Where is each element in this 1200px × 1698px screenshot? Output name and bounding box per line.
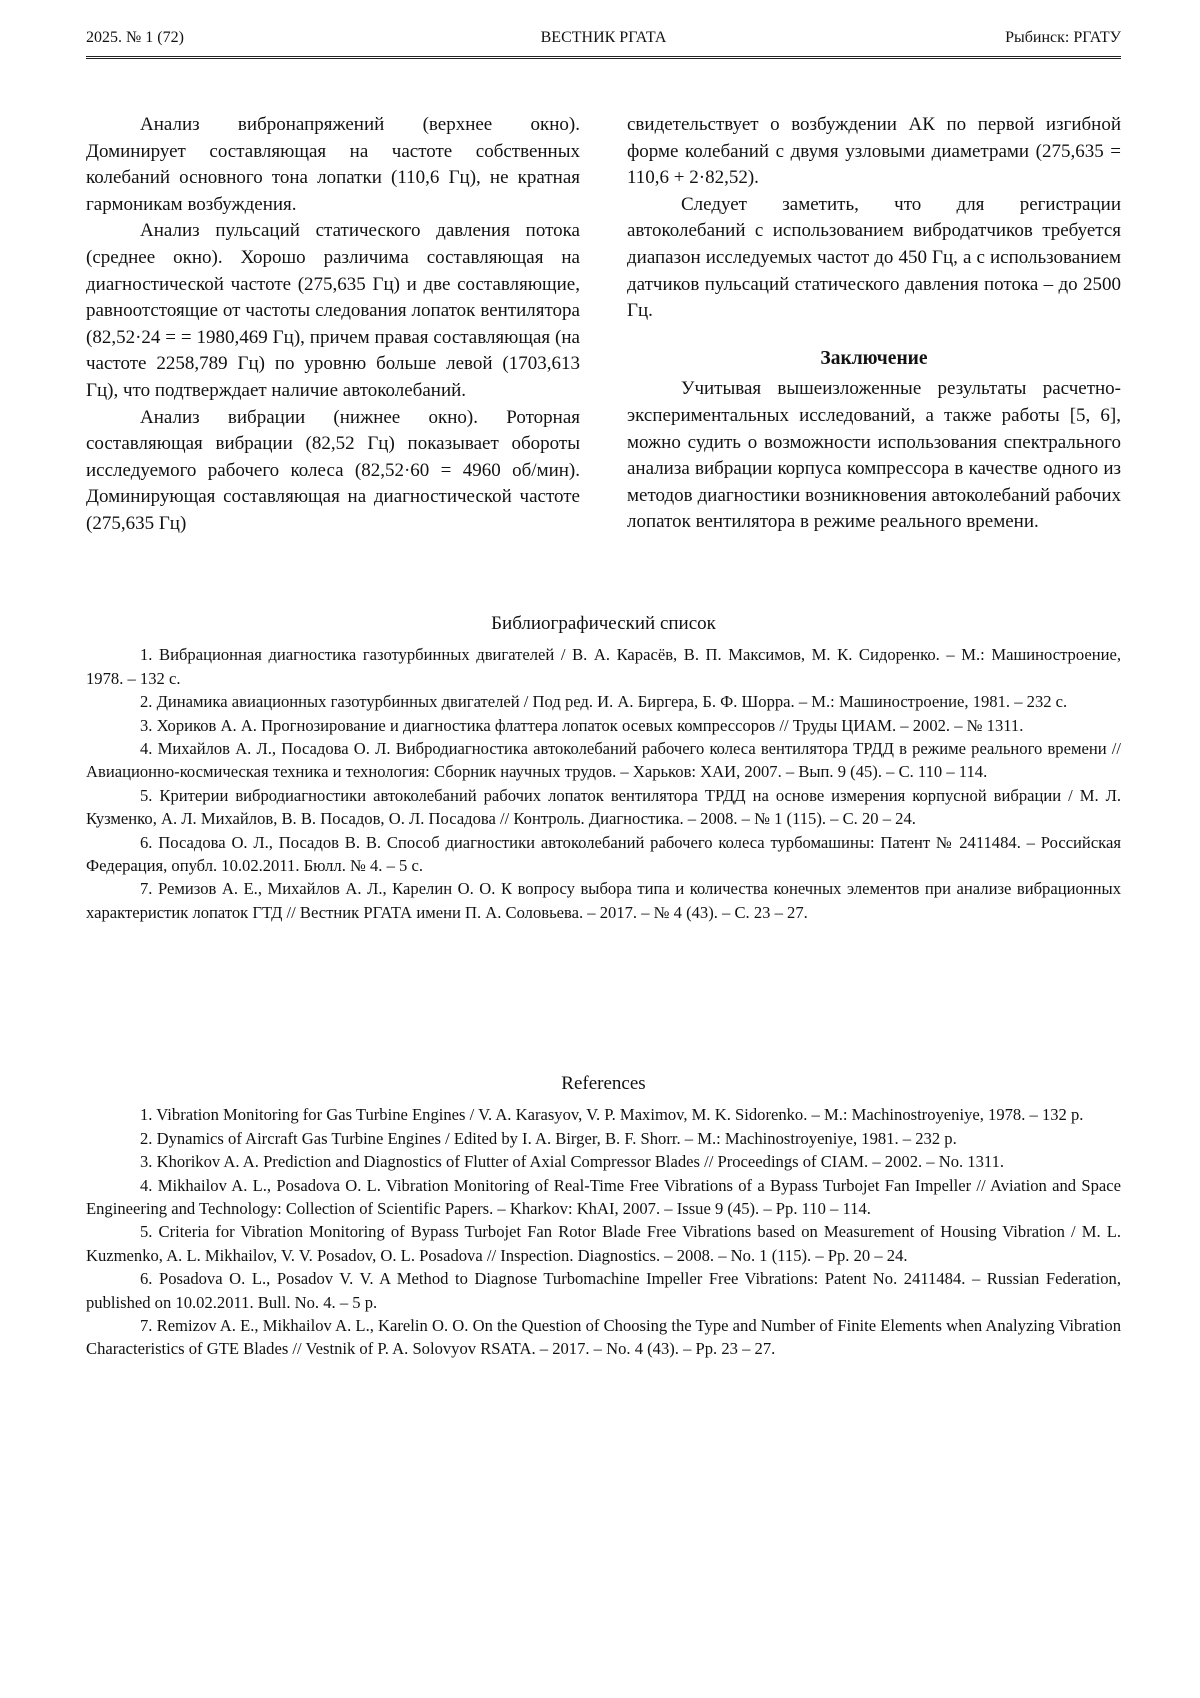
paragraph-pressure: Анализ пульсаций статического давления потока (среднее окно). Хорошо различима составляющая на диагностической частоте (275,635 Гц) и две составляющие, равноотстоящие от частоты следования лопаток вентилятора (82,52·24 = = 1980,469 Гц), причем правая составляющая (на частоте 2258,789 Гц) по уровню больше левой (1703,613 Гц), что подтверждает наличие автоколебаний. bbox=[86, 220, 580, 401]
bibliography-item: 5. Критерии вибродиагностики автоколебаний рабочих лопаток вентилятора ТРДД на основе измерения корпусной вибрации / М. Л. Кузменко, А. Л. Михайлов, В. В. Посадов, О. Л. Посадова // Контроль. Диагностика. – 2008. – № 1 (115). – С. 20 – 24. bbox=[86, 785, 1121, 829]
bibliography-section bbox=[86, 612, 1121, 924]
references-heading: References bbox=[561, 1073, 646, 1094]
reference-item: 2. Dynamics of Aircraft Gas Turbine Engines / Edited by I. A. Birger, B. F. Shorr. – M.: Machinostroyeniye, 1981. – 232 p. bbox=[140, 1128, 957, 1148]
issue-info: 2025. № 1 (72) bbox=[86, 29, 184, 46]
conclusion-heading: Заключение bbox=[820, 347, 928, 369]
bibliography-item: 1. Вибрационная диагностика газотурбинных двигателей / В. А. Карасёв, В. П. Максимов, М. К. Сидоренко. – М.: Машиностроение, 1978. – 132 с. bbox=[86, 645, 1121, 688]
bibliography-item: 4. Михайлов А. Л., Посадова О. Л. Вибродиагностика автоколебаний рабочего колеса вентилятора ТРДД в режиме реального времени // Авиационно-космическая техника и технология: Сборник научных трудов. – Харьков: ХАИ, 2007. – Вып. 9 (45). – С. 110 – 114. bbox=[86, 739, 1121, 782]
paragraph-continuation: свидетельствует о возбуждении АК по первой изгибной форме колебаний с двумя узловыми диаметрами (275,635 = 110,6 + 2·82,52). bbox=[627, 114, 1121, 189]
paragraph-conclusion: Учитывая вышеизложенные результаты расчетно-экспериментальных исследований, а также работы [5, 6], можно судить о возможности использования спектрального анализа вибрации корпуса компрессора в качестве одного из методов диагностики возникновения автоколебаний рабочих лопаток вентилятора в режиме реального времени. bbox=[627, 378, 1121, 533]
bibliography-item: 3. Хориков А. А. Прогнозирование и диагностика флаттера лопаток осевых компрессоров // Труды ЦИАМ. – 2002. – № 1311. bbox=[140, 715, 1024, 735]
right-column bbox=[627, 112, 1121, 536]
bibliography-item: 2. Динамика авиационных газотурбинных двигателей / Под ред. И. А. Биргера, Б. Ф. Шорра. – М.: Машиностроение, 1981. – 232 с. bbox=[140, 692, 1068, 712]
bibliography-item: 6. Посадова О. Л., Посадов В. В. Способ диагностики автоколебаний рабочего колеса турбомашины: Патент № 2411484. – Российская Федерация, опубл. 10.02.2011. Бюлл. № 4. – 5 с. bbox=[86, 832, 1121, 876]
left-column bbox=[86, 112, 580, 538]
reference-item: 5. Criteria for Vibration Monitoring of Bypass Turbojet Fan Rotor Blade Free Vibrations based on Measurement of Housing Vibration / M. L. Kuzmenko, A. L. Mikhailov, V. V. Posadov, O. L. Posadova // Inspection. Diagnostics. – 2008. – No. 1 (115). – Pp. 20 – 24. bbox=[86, 1222, 1121, 1265]
references-section bbox=[86, 1072, 1121, 1361]
journal-title: ВЕСТНИК РГАТА bbox=[540, 29, 667, 46]
running-header bbox=[86, 26, 1121, 59]
paragraph-note: Следует заметить, что для регистрации автоколебаний с использованием вибродатчиков требуется диапазон исследуемых частот до 450 Гц, а с использованием датчиков пульсаций статического давления потока – до 2500 Гц. bbox=[627, 193, 1121, 322]
publisher-info: Рыбинск: РГАТУ bbox=[1005, 29, 1121, 46]
reference-item: 4. Mikhailov A. L., Posadova O. L. Vibration Monitoring of Real-Time Free Vibrations of a Bypass Turbojet Fan Impeller // Aviation and Space Engineering and Technology: Collection of Scientific Papers. – Kharkov: KhAI, 2007. – Issue 9 (45). – Pp. 110 – 114. bbox=[86, 1175, 1121, 1219]
bibliography-item: 7. Ремизов А. Е., Михайлов А. Л., Карелин О. О. К вопросу выбора типа и количества конечных элементов при анализе вибрационных характеристик лопаток ГТД // Вестник РГАТА имени П. А. Соловьева. – 2017. – № 4 (43). – С. 23 – 27. bbox=[86, 879, 1121, 922]
reference-item: 6. Posadova O. L., Posadov V. V. A Method to Diagnose Turbomachine Impeller Free Vibrations: Patent No. 2411484. – Russian Federation, published on 10.02.2011. Bull. No. 4. – 5 p. bbox=[86, 1269, 1121, 1312]
paragraph-vibration: Анализ вибрации (нижнее окно). Роторная составляющая вибрации (82,52 Гц) показывает обороты исследуемого рабочего колеса (82,52·60 = 4960 об/мин). Доминирующая составляющая на диагностической частоте (275,635 Гц) bbox=[86, 406, 580, 534]
reference-item: 7. Remizov A. E., Mikhailov A. L., Karelin O. O. On the Question of Choosing the Type and Number of Finite Elements when Analyzing Vibration Characteristics of GTE Blades // Vestnik of P. A. Solovyov RSATA. – 2017. – No. 4 (43). – Pp. 23 – 27. bbox=[86, 1316, 1121, 1359]
bibliography-heading: Библиографический список bbox=[491, 613, 716, 634]
paragraph-vibrostress: Анализ вибронапряжений (верхнее окно). Доминирует составляющая на частоте собственных колебаний основного тона лопатки (110,6 Гц), не кратная гармоникам возбуждения. bbox=[86, 114, 580, 215]
reference-item: 1. Vibration Monitoring for Gas Turbine Engines / V. A. Karasyov, V. P. Maximov, M. K. Sidorenko. – M.: Machinostroyeniye, 1978. – 132 p. bbox=[140, 1105, 1084, 1125]
reference-item: 3. Khorikov A. A. Prediction and Diagnostics of Flutter of Axial Compressor Blades // Proceedings of CIAM. – 2002. – No. 1311. bbox=[140, 1152, 1005, 1172]
